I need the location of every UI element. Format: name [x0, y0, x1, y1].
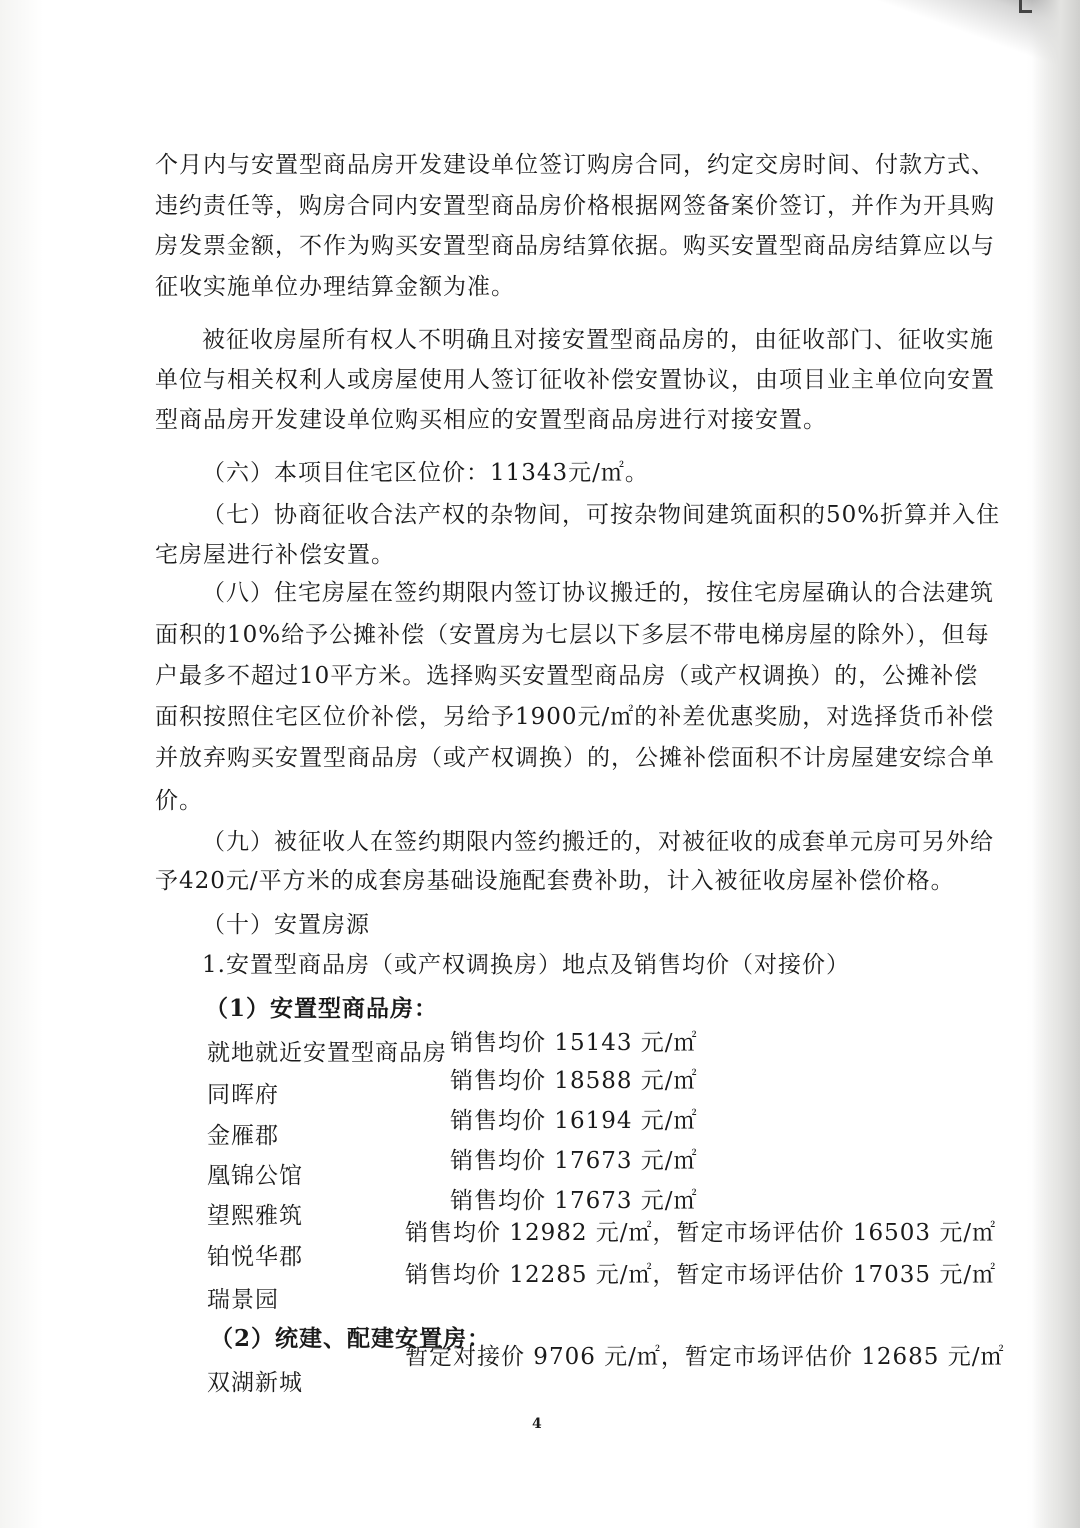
- housing-price: 销售均价 17673 元/㎡: [450, 1188, 698, 1214]
- body-line: （十）安置房源: [202, 912, 370, 938]
- page-corner-shadow: [0, 0, 1080, 140]
- body-line: 型商品房开发建设单位购买相应的安置型商品房进行对接安置。: [155, 407, 827, 433]
- body-line: （六）本项目住宅区位价：11343元/㎡。: [202, 460, 649, 486]
- housing-price: 销售均价 12982 元/㎡，暂定市场评估价 16503 元/㎡: [405, 1220, 997, 1246]
- body-line: 宅房屋进行补偿安置。: [155, 542, 395, 568]
- page-number: 4: [532, 1416, 542, 1432]
- housing-price: 销售均价 12285 元/㎡，暂定市场评估价 17035 元/㎡: [405, 1262, 997, 1288]
- housing-name: 就地就近安置型商品房: [207, 1040, 447, 1066]
- housing-name: 瑞景园: [207, 1287, 279, 1313]
- body-line: 个月内与安置型商品房开发建设单位签订购房合同，约定交房时间、付款方式、: [155, 152, 995, 178]
- housing-price: 销售均价 15143 元/㎡: [450, 1030, 698, 1056]
- body-line: 1.安置型商品房（或产权调换房）地点及销售均价（对接价）: [202, 952, 850, 978]
- body-line: 面积按照住宅区位价补偿，另给予1900元/㎡的补差优惠奖励，对选择货币补偿: [155, 704, 995, 730]
- body-line: 予420元/平方米的成套房基础设施配套费补助，计入被征收房屋补偿价格。: [155, 868, 955, 894]
- body-line: 被征收房屋所有权人不明确且对接安置型商品房的，由征收部门、征收实施: [202, 327, 994, 353]
- housing-name: 金雁郡: [207, 1123, 279, 1149]
- housing-name: 铂悦华郡: [207, 1244, 303, 1270]
- housing-name: 双湖新城: [207, 1370, 303, 1396]
- body-line: 并放弃购买安置型商品房（或产权调换）的，公摊补偿面积不计房屋建安综合单: [155, 745, 995, 771]
- body-line: （七）协商征收合法产权的杂物间，可按杂物间建筑面积的50%折算并入住: [202, 502, 1001, 528]
- body-line: 单位与相关权利人或房屋使用人签订征收补偿安置协议，由项目业主单位向安置: [155, 367, 995, 393]
- housing-price: 销售均价 16194 元/㎡: [450, 1108, 698, 1134]
- body-line: （九）被征收人在签约期限内签约搬迁的，对被征收的成套单元房可另外给: [202, 829, 994, 855]
- body-line: 违约责任等，购房合同内安置型商品房价格根据网签备案价签订，并作为开具购: [155, 193, 995, 219]
- housing-name: 凰锦公馆: [207, 1163, 303, 1189]
- body-line: 面积的10%给予公摊补偿（安置房为七层以下多层不带电梯房屋的除外），但每: [155, 622, 990, 648]
- housing-name: 同晖府: [207, 1082, 279, 1108]
- housing-price: 销售均价 17673 元/㎡: [450, 1148, 698, 1174]
- corner-mark: [1019, 0, 1032, 13]
- housing-price: 暂定对接价 9706 元/㎡，暂定市场评估价 12685 元/㎡: [405, 1344, 1005, 1370]
- body-line: 房发票金额，不作为购买安置型商品房结算依据。购买安置型商品房结算应以与: [155, 233, 995, 259]
- body-line: （八）住宅房屋在签约期限内签订协议搬迁的，按住宅房屋确认的合法建筑: [202, 580, 994, 606]
- page-edge-shadow: [1032, 0, 1080, 1528]
- section-heading: （2）统建、配建安置房：: [210, 1325, 492, 1352]
- body-line: 价。: [155, 788, 203, 814]
- housing-name: 望熙雅筑: [207, 1203, 303, 1229]
- housing-price: 销售均价 18588 元/㎡: [450, 1068, 698, 1094]
- body-line: 征收实施单位办理结算金额为准。: [155, 274, 515, 300]
- body-line: 户最多不超过10平方米。选择购买安置型商品房（或产权调换）的，公摊补偿: [155, 663, 979, 689]
- section-heading: （1）安置型商品房：: [205, 995, 439, 1022]
